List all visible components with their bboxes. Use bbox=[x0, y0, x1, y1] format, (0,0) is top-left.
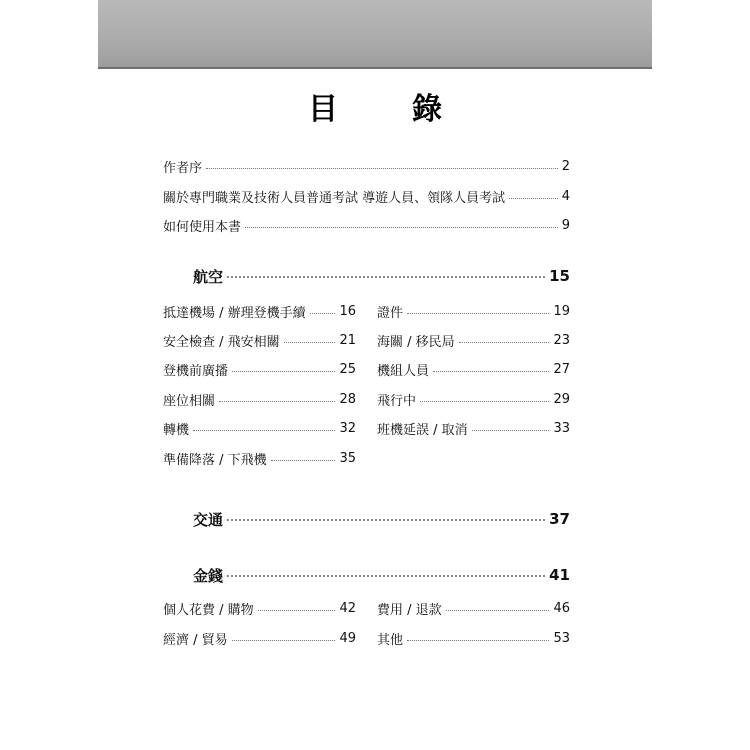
leader-dots bbox=[232, 371, 335, 372]
toc-entry-page: 27 bbox=[553, 361, 570, 377]
toc-section-transport[interactable] bbox=[193, 509, 570, 529]
leader-dots bbox=[227, 519, 545, 521]
leader-dots bbox=[446, 610, 550, 611]
toc-entry-page: 53 bbox=[553, 630, 570, 646]
section-heading: 航空 bbox=[193, 267, 224, 286]
section-page: 41 bbox=[549, 566, 570, 584]
toc-entry-page: 35 bbox=[339, 450, 356, 466]
leader-dots bbox=[245, 227, 558, 228]
toc-entry-label: 關於專門職業及技術人員普通考試 導遊人員、領隊人員考試 bbox=[163, 190, 506, 206]
toc-entry-label: 海關 / 移民局 bbox=[377, 334, 455, 350]
leader-dots bbox=[271, 460, 336, 461]
toc-entry-label: 個人花費 / 購物 bbox=[163, 602, 254, 618]
leader-dots bbox=[420, 401, 549, 402]
toc-entry-label: 費用 / 退款 bbox=[377, 602, 442, 618]
toc-entry[interactable] bbox=[163, 389, 356, 409]
leader-dots bbox=[227, 276, 545, 278]
toc-section-aviation[interactable] bbox=[193, 266, 570, 286]
toc-entry-page: 42 bbox=[339, 600, 356, 616]
toc-entry[interactable] bbox=[163, 330, 356, 350]
toc-entry-page: 29 bbox=[553, 391, 570, 407]
toc-entry[interactable] bbox=[377, 418, 570, 438]
toc-entry-page: 9 bbox=[561, 217, 570, 233]
toc-entry-page: 23 bbox=[553, 332, 570, 348]
leader-dots bbox=[472, 430, 550, 431]
toc-entry[interactable] bbox=[163, 448, 356, 468]
section-page: 37 bbox=[549, 510, 570, 528]
leader-dots bbox=[232, 640, 336, 641]
toc-entry-label: 登機前廣播 bbox=[163, 363, 229, 379]
toc-entry-label: 如何使用本書 bbox=[163, 219, 242, 235]
toc-entry[interactable] bbox=[163, 301, 356, 321]
toc-entry-label: 轉機 bbox=[163, 422, 190, 438]
leader-dots bbox=[258, 610, 336, 611]
toc-entry-label: 作者序 bbox=[163, 160, 203, 176]
toc-entry[interactable] bbox=[163, 418, 356, 438]
toc-entry-page: 28 bbox=[339, 391, 356, 407]
toc-entry-preface[interactable] bbox=[163, 156, 570, 176]
toc-entry-page: 33 bbox=[553, 420, 570, 436]
toc-entry-label: 安全檢查 / 飛安相關 bbox=[163, 334, 280, 350]
toc-entry-label: 座位相關 bbox=[163, 393, 216, 409]
toc-entry-page: 25 bbox=[339, 361, 356, 377]
section-heading: 交通 bbox=[193, 510, 224, 529]
leader-dots bbox=[433, 371, 549, 372]
toc-entry-page: 4 bbox=[561, 188, 570, 204]
leader-dots bbox=[407, 313, 549, 314]
leader-dots bbox=[219, 401, 335, 402]
section-heading: 金錢 bbox=[193, 566, 224, 585]
toc-entry-label: 飛行中 bbox=[377, 393, 417, 409]
toc-entry-page: 2 bbox=[561, 158, 570, 174]
toc-entry[interactable] bbox=[377, 301, 570, 321]
section-page: 15 bbox=[549, 267, 570, 285]
leader-dots bbox=[227, 575, 545, 577]
toc-entry-label: 證件 bbox=[377, 305, 404, 321]
header-band bbox=[98, 0, 652, 67]
toc-entry[interactable] bbox=[163, 359, 356, 379]
toc-entry-label: 經濟 / 貿易 bbox=[163, 632, 228, 648]
toc-entry-page: 21 bbox=[339, 332, 356, 348]
toc-section-money[interactable] bbox=[193, 565, 570, 585]
toc-entry-label: 班機延誤 / 取消 bbox=[377, 422, 468, 438]
toc-entry[interactable] bbox=[377, 389, 570, 409]
toc-entry[interactable] bbox=[163, 598, 356, 618]
header-rule bbox=[98, 67, 652, 69]
toc-entry-page: 46 bbox=[553, 600, 570, 616]
leader-dots bbox=[310, 313, 336, 314]
toc-entry[interactable] bbox=[377, 359, 570, 379]
toc-entry-page: 16 bbox=[339, 303, 356, 319]
toc-entry-exam-info[interactable] bbox=[163, 186, 570, 206]
leader-dots bbox=[459, 342, 550, 343]
leader-dots bbox=[407, 640, 549, 641]
toc-entry-page: 49 bbox=[339, 630, 356, 646]
toc-entry-page: 19 bbox=[553, 303, 570, 319]
leader-dots bbox=[284, 342, 336, 343]
leader-dots bbox=[206, 168, 558, 169]
toc-entry[interactable] bbox=[377, 628, 570, 648]
toc-entry[interactable] bbox=[377, 598, 570, 618]
page-title: 目 錄 bbox=[308, 92, 464, 127]
leader-dots bbox=[193, 430, 335, 431]
toc-entry-label: 其他 bbox=[377, 632, 404, 648]
toc-entry-label: 抵達機場 / 辦理登機手續 bbox=[163, 305, 306, 321]
toc-entry-label: 準備降落 / 下飛機 bbox=[163, 452, 267, 468]
toc-entry-page: 32 bbox=[339, 420, 356, 436]
leader-dots bbox=[509, 198, 558, 199]
toc-entry[interactable] bbox=[377, 330, 570, 350]
toc-entry-how-to-use[interactable] bbox=[163, 215, 570, 235]
toc-entry[interactable] bbox=[163, 628, 356, 648]
toc-entry-label: 機組人員 bbox=[377, 363, 430, 379]
